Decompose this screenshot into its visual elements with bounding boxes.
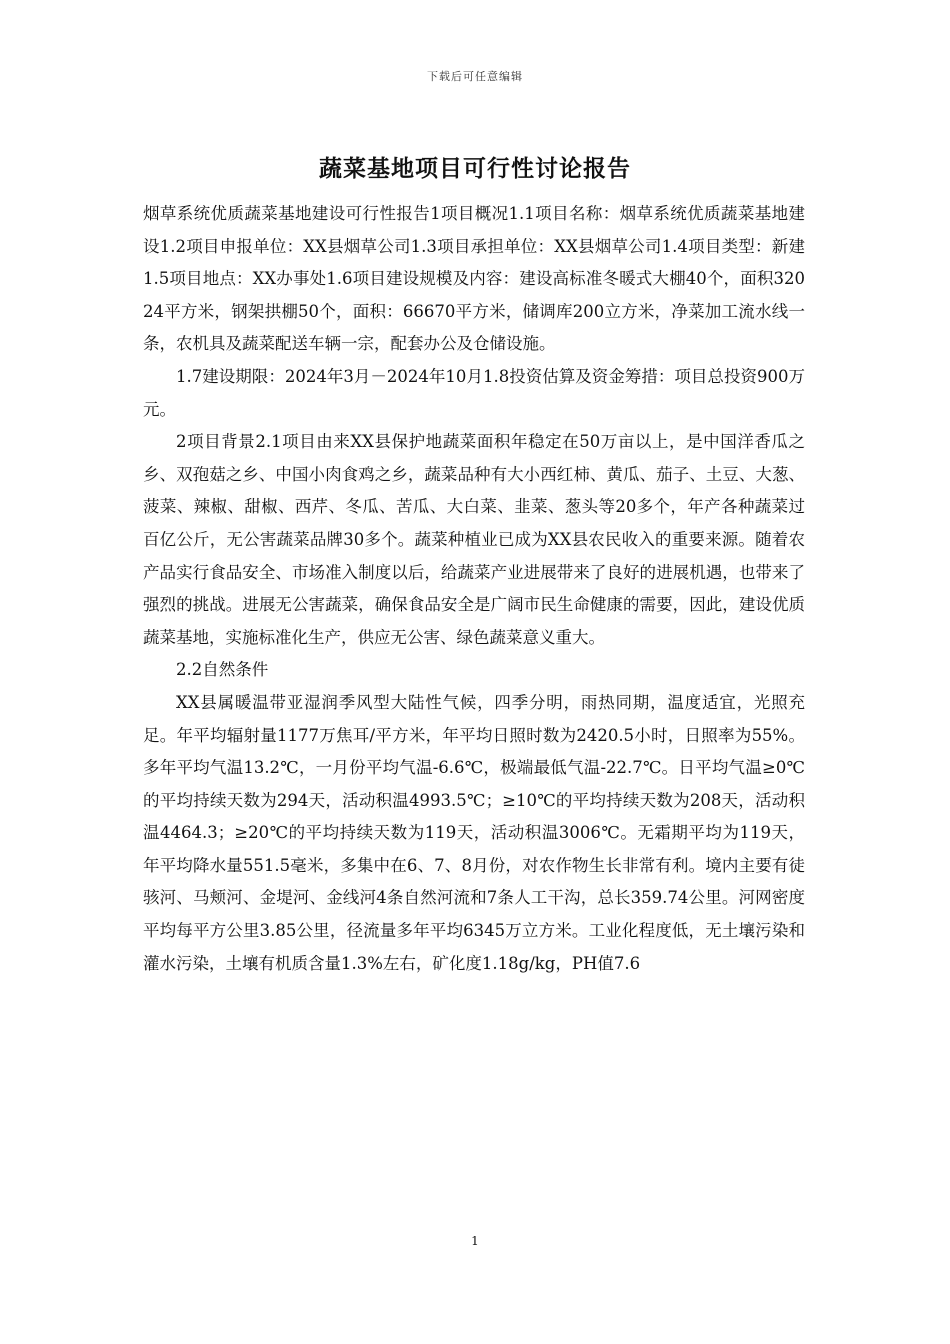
page-number: 1 (471, 1234, 479, 1248)
paragraph-schedule: 1.7建设期限：2024年3月－2024年10月1.8投资估算及资金筹措：项目总投资900万元。 (143, 366, 805, 419)
document-title: 蔬菜基地项目可行性讨论报告 (319, 155, 631, 182)
document-body (143, 198, 805, 980)
paragraph-climate: XX县属暖温带亚湿润季风型大陆性气候，四季分明，雨热同期，温度适宜，光照充足。年平均辐射量1177万焦耳/平方米，年平均日照时数为2420.5小时，日照率为55%。多年平均气温13.2℃，一月份平均气温-6.6℃，极端最低气温-22.7℃。日平均气温≥0℃的平均持续天数为294天，活动积温4993.5℃；≥10℃的平均持续天数为208天，活动积温4464.3；≥20℃的平均持续天数为119天，活动积温3006℃。无霜期平均为119天，年平均降水量551.5毫米，多集中在6、7、8月份，对农作物生长非常有利。境内主要有徒骇河、马颊河、金堤河、金线河4条自然河流和7条人工干沟，总长359.74公里。河网密度平均每平方公里3.85公里，径流量多年平均6345万立方米。工业化程度低，无土壤污染和灌水污染，土壤有机质含量1.3%左右，矿化度1.18g/kg，PH值7.6 (143, 692, 805, 973)
paragraph-overview: 烟草系统优质蔬菜基地建设可行性报告1项目概况1.1项目名称：烟草系统优质蔬菜基地建设1.2项目申报单位：XX县烟草公司1.3项目承担单位：XX县烟草公司1.4项目类型：新建1.5项目地点：XX办事处1.6项目建设规模及内容：建设高标准冬暖式大棚40个，面积32024平方米，钢架拱棚50个，面积：66670平方米，储调库200立方米，净菜加工流水线一条，农机具及蔬菜配送车辆一宗，配套办公及仓储设施。 (143, 204, 805, 354)
section-heading-natural-conditions: 2.2自然条件 (176, 660, 269, 680)
paragraph-background: 2项目背景2.1项目由来XX县保护地蔬菜面积年稳定在50万亩以上，是中国洋香瓜之乡、双孢菇之乡、中国小肉食鸡之乡，蔬菜品种有大小西红柿、黄瓜、茄子、土豆、大葱、菠菜、辣椒、甜椒、西芹、冬瓜、苦瓜、大白菜、韭菜、葱头等20多个，年产各种蔬菜过百亿公斤，无公害蔬菜品牌30多个。蔬菜种植业已成为XX县农民收入的重要来源。随着农产品实行食品安全、市场准入制度以后，给蔬菜产业进展带来了良好的进展机遇，也带来了强烈的挑战。进展无公害蔬菜，确保食品安全是广阔市民生命健康的需要，因此，建设优质蔬菜基地，实施标准化生产，供应无公害、绿色蔬菜意义重大。 (143, 432, 805, 647)
header-note: 下载后可任意编辑 (427, 70, 523, 83)
